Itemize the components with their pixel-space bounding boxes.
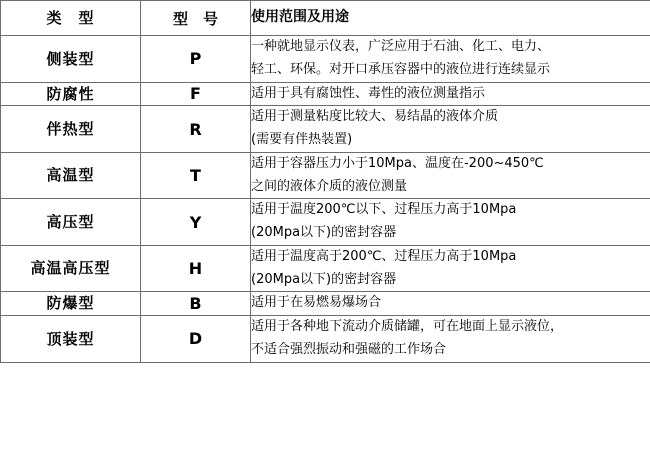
table-row: [1, 316, 650, 363]
table-header-row: [1, 1, 650, 36]
table-row: [1, 106, 650, 153]
description-line: 不适合强烈振动和强磁的工作场合: [251, 341, 447, 357]
row-model: D: [141, 316, 251, 363]
description-line: 适用于在易燃易爆场合: [251, 295, 382, 311]
row-type: 顶装型: [1, 316, 141, 363]
description-line: 一种就地显示仪表，广泛应用于石油、化工、电力、: [251, 39, 551, 54]
description-line: 适用于具有腐蚀性、毒性的液位测量指示: [251, 85, 486, 101]
row-description: [251, 106, 650, 153]
table-row: [1, 245, 650, 292]
row-description: [251, 316, 650, 363]
description-line: (20Mpa以下)的密封容器: [251, 225, 397, 240]
description-line: 适用于容器压力小于10Mpa、温度在-200~450℃: [251, 155, 544, 171]
row-description: [251, 152, 650, 199]
table-row: [1, 152, 650, 199]
description-line: 适用于温度高于200℃、过程压力高于10Mpa: [251, 248, 517, 264]
row-model: Y: [141, 199, 251, 246]
row-type: 高压型: [1, 199, 141, 246]
row-type: 伴热型: [1, 106, 141, 153]
row-model: R: [141, 106, 251, 153]
row-type: 高温型: [1, 152, 141, 199]
description-line: 适用于温度200℃以下、过程压力高于10Mpa: [251, 202, 517, 218]
description-line: 轻工、环保。对开口承压容器中的液位进行连续显示: [251, 61, 551, 77]
header-description: 使用范围及用途: [251, 1, 650, 36]
row-model: P: [141, 36, 251, 83]
row-description: [251, 245, 650, 292]
header-model: 型 号: [141, 1, 251, 36]
row-model: H: [141, 245, 251, 292]
description-line: 适用于各种地下流动介质储罐，可在地面上显示液位，: [251, 319, 564, 334]
row-type: 防腐性: [1, 82, 141, 106]
table-body: [1, 1, 650, 363]
row-description: [251, 82, 650, 106]
description-line: (20Mpa以下)的密封容器: [251, 271, 397, 287]
row-model: B: [141, 292, 251, 316]
row-model: T: [141, 152, 251, 199]
table-row: [1, 199, 650, 246]
table-row: [1, 82, 650, 106]
row-type: 侧装型: [1, 36, 141, 83]
row-model: F: [141, 82, 251, 106]
header-type: 类 型: [1, 1, 141, 36]
row-description: [251, 199, 650, 246]
row-type: 防爆型: [1, 292, 141, 316]
description-line: (需要有伴热装置): [251, 132, 353, 147]
row-description: [251, 36, 650, 83]
table-row: [1, 292, 650, 316]
description-line: 适用于测量粘度比较大、易结晶的液体介质: [251, 109, 499, 125]
table-row: [1, 36, 650, 83]
row-type: 高温高压型: [1, 245, 141, 292]
row-description: [251, 292, 650, 316]
description-line: 之间的液体介质的液位测量: [251, 178, 408, 194]
